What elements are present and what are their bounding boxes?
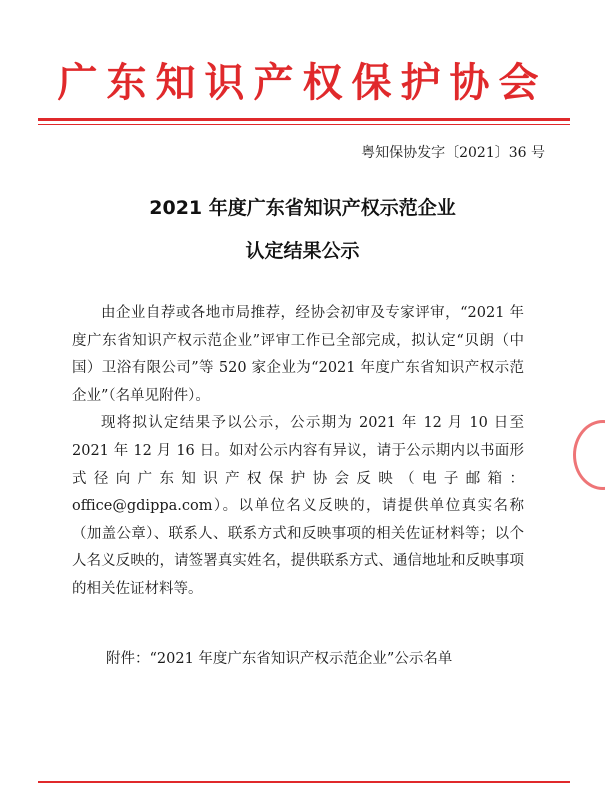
- body-paragraph: 由企业自荐或各地市局推荐，经协会初审及专家评审，“2021 年度广东省知识产权示范企业”评审工作已全部完成，拟认定“贝朗（中国）卫浴有限公司”等 520 家企业为“2021 年度广东省知识产权示范企业”（名单见附件）。: [72, 305, 524, 404]
- body-paragraph: 现将拟认定结果予以公示，公示期为 2021 年 12 月 10 日至 2021 年 12 月 16 日。如对公示内容有异议，请于公示期内以书面形式径向广东知识产权保护协会反映（电子邮箱：office@gdippa.com）。以单位名义反映的，请提供单位真实名称（加盖公章）、联系人、联系方式和反映事项的相关佐证材料等；以个人名义反映的，请签署真实姓名，提供联系方式、通信地址和反映事项的相关佐证材料等。: [72, 415, 524, 597]
- document-title-line-2: 认定结果公示: [245, 240, 360, 262]
- letterhead-thin-rule: [38, 124, 570, 125]
- document-number: 粤知保协发字〔2021〕36 号: [361, 145, 545, 161]
- document-title-line-1: 2021 年度广东省知识产权示范企业: [149, 197, 456, 219]
- seal-stamp-edge: [573, 420, 605, 490]
- footer-red-rule: [38, 781, 570, 783]
- letterhead-org-name: 广东知识产权保护协会: [57, 60, 548, 106]
- letterhead-red-rule: [38, 118, 570, 121]
- document-body: [72, 300, 524, 604]
- attachment-line: 附件：“2021 年度广东省知识产权示范企业”公示名单: [106, 651, 453, 667]
